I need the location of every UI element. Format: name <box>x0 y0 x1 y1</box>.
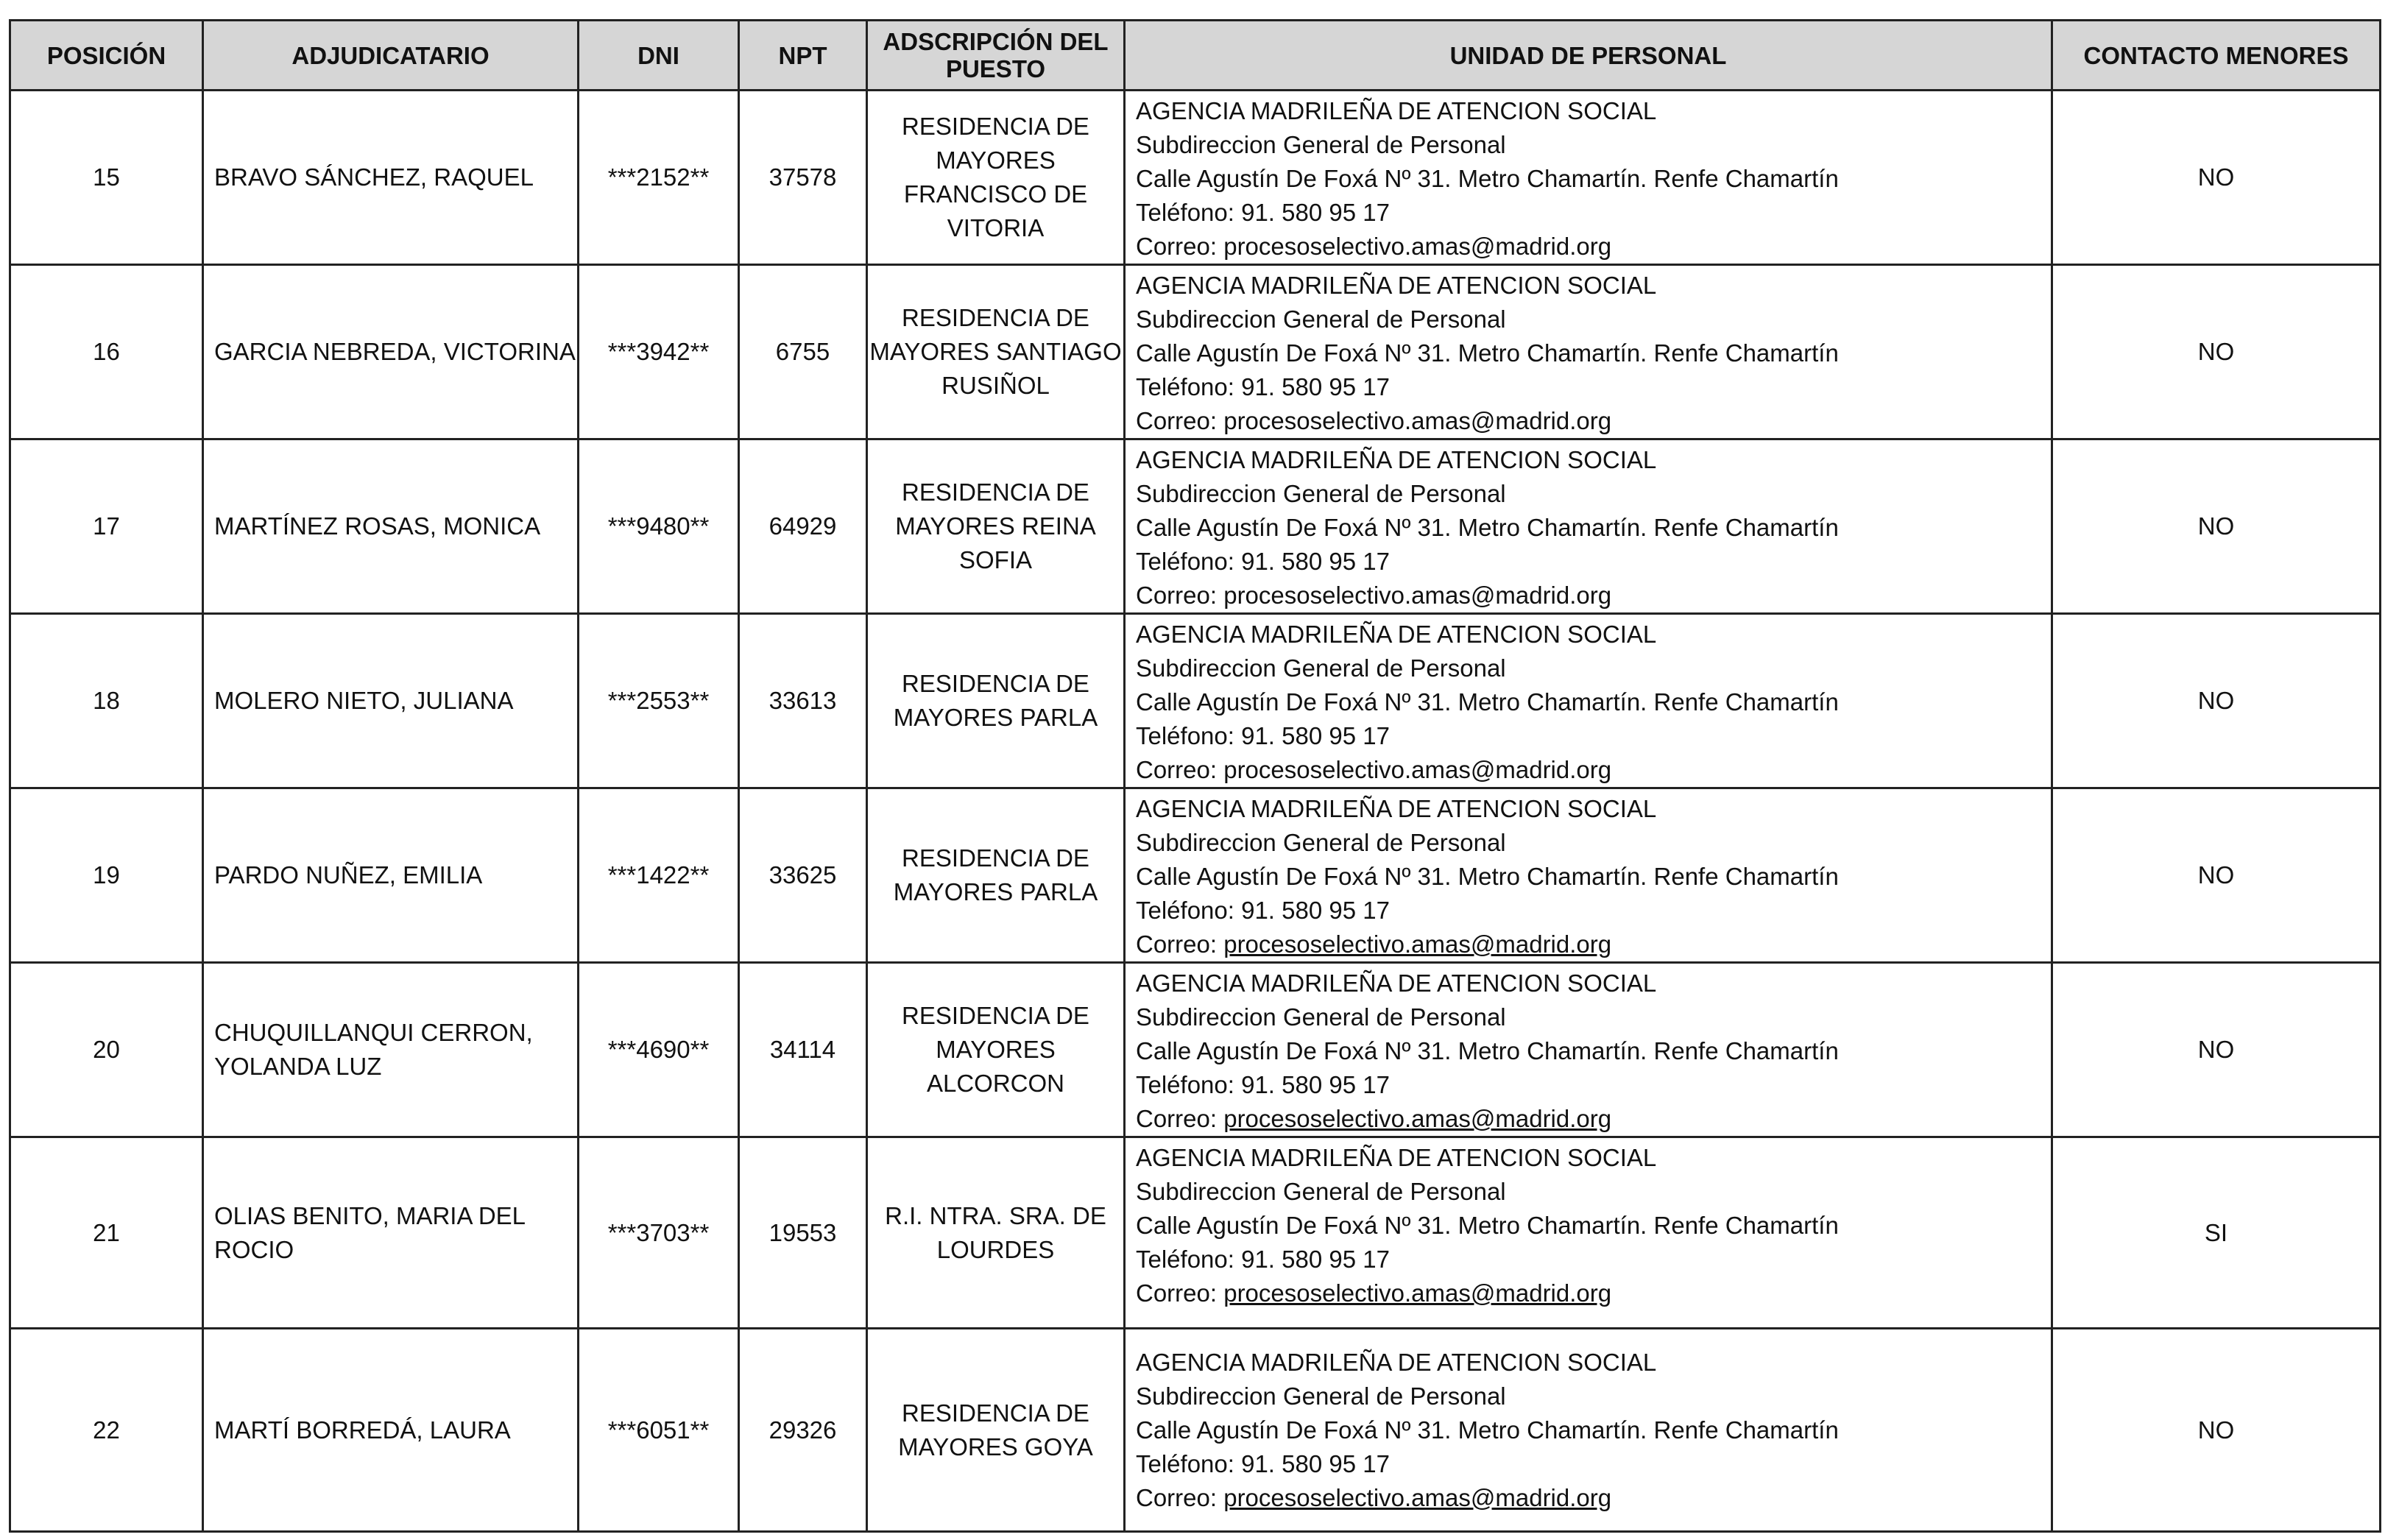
cell-posicion: 16 <box>10 265 203 439</box>
cell-adscripcion: RESIDENCIA DE MAYORES PARLA <box>867 614 1125 788</box>
header-unidad: UNIDAD DE PERSONAL <box>1125 21 2052 91</box>
unidad-line-address: Calle Agustín De Foxá Nº 31. Metro Chamartín. Renfe Chamartín <box>1136 339 1839 367</box>
unidad-line-subdireccion: Subdireccion General de Personal <box>1136 1178 1506 1205</box>
unidad-line-phone: Teléfono: 91. 580 95 17 <box>1136 1071 1390 1098</box>
unidad-line-agency: AGENCIA MADRILEÑA DE ATENCION SOCIAL <box>1136 795 1657 822</box>
cell-unidad <box>1125 788 2052 963</box>
unidad-line-email <box>1136 1102 2051 1136</box>
email-label: Correo: <box>1136 1483 1224 1511</box>
cell-posicion: 22 <box>10 1329 203 1532</box>
header-adjudicatario: ADJUDICATARIO <box>203 21 579 91</box>
cell-dni: ***6051** <box>579 1329 739 1532</box>
unidad-line-agency: AGENCIA MADRILEÑA DE ATENCION SOCIAL <box>1136 272 1657 299</box>
cell-dni: ***3703** <box>579 1137 739 1329</box>
header-contacto: CONTACTO MENORES <box>2052 21 2381 91</box>
unidad-line-phone: Teléfono: 91. 580 95 17 <box>1136 199 1390 226</box>
unidad-line-address: Calle Agustín De Foxá Nº 31. Metro Chamartín. Renfe Chamartín <box>1136 863 1839 890</box>
header-posicion: POSICIÓN <box>10 21 203 91</box>
cell-npt: 33625 <box>739 788 867 963</box>
cell-npt: 37578 <box>739 91 867 265</box>
table-row <box>10 963 2381 1137</box>
email-label: Correo: <box>1136 233 1224 260</box>
email-label: Correo: <box>1136 756 1224 783</box>
email-label: Correo: <box>1136 1279 1224 1307</box>
unidad-line-agency: AGENCIA MADRILEÑA DE ATENCION SOCIAL <box>1136 97 1657 124</box>
email-text: procesoselectivo.amas@madrid.org <box>1223 407 1612 434</box>
unidad-line-agency: AGENCIA MADRILEÑA DE ATENCION SOCIAL <box>1136 621 1657 648</box>
cell-unidad <box>1125 614 2052 788</box>
cell-posicion: 18 <box>10 614 203 788</box>
unidad-line-subdireccion: Subdireccion General de Personal <box>1136 654 1506 682</box>
cell-npt: 29326 <box>739 1329 867 1532</box>
unidad-line-address: Calle Agustín De Foxá Nº 31. Metro Chamartín. Renfe Chamartín <box>1136 1212 1839 1239</box>
unidad-line-email <box>1136 579 2051 612</box>
cell-adscripcion: RESIDENCIA DE MAYORES FRANCISCO DE VITORIA <box>867 91 1125 265</box>
email-link[interactable]: procesoselectivo.amas@madrid.org <box>1223 930 1612 958</box>
unidad-line-email <box>1136 404 2051 438</box>
cell-npt: 33613 <box>739 614 867 788</box>
email-label: Correo: <box>1136 1105 1224 1132</box>
cell-adjudicatario: MARTÍ BORREDÁ, LAURA <box>203 1329 579 1532</box>
cell-unidad <box>1125 91 2052 265</box>
cell-adjudicatario: GARCIA NEBREDA, VICTORINA <box>203 265 579 439</box>
header-dni: DNI <box>579 21 739 91</box>
unidad-line-agency: AGENCIA MADRILEÑA DE ATENCION SOCIAL <box>1136 1144 1657 1171</box>
unidad-line-phone: Teléfono: 91. 580 95 17 <box>1136 548 1390 575</box>
unidad-line-email <box>1136 1481 2051 1515</box>
email-text: procesoselectivo.amas@madrid.org <box>1223 233 1612 260</box>
unidad-line-phone: Teléfono: 91. 580 95 17 <box>1136 373 1390 400</box>
unidad-line-address: Calle Agustín De Foxá Nº 31. Metro Chamartín. Renfe Chamartín <box>1136 165 1839 192</box>
table-row <box>10 788 2381 963</box>
email-label: Correo: <box>1136 930 1224 958</box>
unidad-line-email <box>1136 928 2051 961</box>
email-link[interactable]: procesoselectivo.amas@madrid.org <box>1223 1483 1612 1511</box>
email-link[interactable]: procesoselectivo.amas@madrid.org <box>1223 1279 1612 1307</box>
cell-contacto: NO <box>2052 439 2381 614</box>
cell-posicion: 20 <box>10 963 203 1137</box>
cell-dni: ***2553** <box>579 614 739 788</box>
unidad-line-address: Calle Agustín De Foxá Nº 31. Metro Chamartín. Renfe Chamartín <box>1136 1037 1839 1064</box>
unidad-line-phone: Teléfono: 91. 580 95 17 <box>1136 722 1390 749</box>
cell-adscripcion: RESIDENCIA DE MAYORES ALCORCON <box>867 963 1125 1137</box>
unidad-line-address: Calle Agustín De Foxá Nº 31. Metro Chamartín. Renfe Chamartín <box>1136 688 1839 716</box>
unidad-line-subdireccion: Subdireccion General de Personal <box>1136 480 1506 507</box>
cell-unidad <box>1125 963 2052 1137</box>
cell-adjudicatario: MOLERO NIETO, JULIANA <box>203 614 579 788</box>
cell-adjudicatario: OLIAS BENITO, MARIA DEL ROCIO <box>203 1137 579 1329</box>
table-row <box>10 1329 2381 1532</box>
cell-dni: ***9480** <box>579 439 739 614</box>
cell-dni: ***4690** <box>579 963 739 1137</box>
cell-contacto: NO <box>2052 963 2381 1137</box>
header-adscripcion: ADSCRIPCIÓN DEL PUESTO <box>867 21 1125 91</box>
cell-dni: ***1422** <box>579 788 739 963</box>
table-row <box>10 265 2381 439</box>
cell-posicion: 17 <box>10 439 203 614</box>
unidad-line-agency: AGENCIA MADRILEÑA DE ATENCION SOCIAL <box>1136 446 1657 473</box>
cell-npt: 34114 <box>739 963 867 1137</box>
cell-contacto: NO <box>2052 91 2381 265</box>
unidad-line-address: Calle Agustín De Foxá Nº 31. Metro Chamartín. Renfe Chamartín <box>1136 514 1839 541</box>
unidad-line-address: Calle Agustín De Foxá Nº 31. Metro Chamartín. Renfe Chamartín <box>1136 1416 1839 1444</box>
cell-unidad <box>1125 1137 2052 1329</box>
unidad-line-email <box>1136 753 2051 787</box>
unidad-line-phone: Teléfono: 91. 580 95 17 <box>1136 1449 1390 1477</box>
cell-posicion: 19 <box>10 788 203 963</box>
email-link[interactable]: procesoselectivo.amas@madrid.org <box>1223 1105 1612 1132</box>
cell-contacto: NO <box>2052 265 2381 439</box>
cell-npt: 64929 <box>739 439 867 614</box>
table-row <box>10 1137 2381 1329</box>
unidad-line-subdireccion: Subdireccion General de Personal <box>1136 305 1506 333</box>
unidad-line-email <box>1136 230 2051 264</box>
cell-contacto: NO <box>2052 1329 2381 1532</box>
table-row <box>10 439 2381 614</box>
email-label: Correo: <box>1136 407 1224 434</box>
unidad-line-phone: Teléfono: 91. 580 95 17 <box>1136 1246 1390 1273</box>
header-npt: NPT <box>739 21 867 91</box>
cell-adscripcion: RESIDENCIA DE MAYORES REINA SOFIA <box>867 439 1125 614</box>
cell-contacto: NO <box>2052 614 2381 788</box>
unidad-line-subdireccion: Subdireccion General de Personal <box>1136 1382 1506 1410</box>
cell-posicion: 15 <box>10 91 203 265</box>
email-label: Correo: <box>1136 582 1224 609</box>
cell-posicion: 21 <box>10 1137 203 1329</box>
cell-adscripcion: RESIDENCIA DE MAYORES GOYA <box>867 1329 1125 1532</box>
cell-adjudicatario: PARDO NUÑEZ, EMILIA <box>203 788 579 963</box>
unidad-line-agency: AGENCIA MADRILEÑA DE ATENCION SOCIAL <box>1136 969 1657 997</box>
header-row <box>10 21 2381 91</box>
cell-adscripcion: RESIDENCIA DE MAYORES SANTIAGO RUSIÑOL <box>867 265 1125 439</box>
email-text: procesoselectivo.amas@madrid.org <box>1223 756 1612 783</box>
cell-npt: 6755 <box>739 265 867 439</box>
adjudication-table <box>9 19 2381 1533</box>
unidad-line-subdireccion: Subdireccion General de Personal <box>1136 1003 1506 1031</box>
unidad-line-email <box>1136 1276 2051 1310</box>
cell-contacto: SI <box>2052 1137 2381 1329</box>
email-text: procesoselectivo.amas@madrid.org <box>1223 582 1612 609</box>
table-row <box>10 614 2381 788</box>
cell-adscripcion: RESIDENCIA DE MAYORES PARLA <box>867 788 1125 963</box>
cell-adjudicatario: CHUQUILLANQUI CERRON, YOLANDA LUZ <box>203 963 579 1137</box>
unidad-line-subdireccion: Subdireccion General de Personal <box>1136 131 1506 158</box>
cell-dni: ***2152** <box>579 91 739 265</box>
unidad-line-agency: AGENCIA MADRILEÑA DE ATENCION SOCIAL <box>1136 1348 1657 1376</box>
cell-unidad <box>1125 1329 2052 1532</box>
unidad-line-subdireccion: Subdireccion General de Personal <box>1136 829 1506 856</box>
table-row <box>10 91 2381 265</box>
cell-adscripcion: R.I. NTRA. SRA. DE LOURDES <box>867 1137 1125 1329</box>
cell-unidad <box>1125 439 2052 614</box>
cell-dni: ***3942** <box>579 265 739 439</box>
cell-adjudicatario: MARTÍNEZ ROSAS, MONICA <box>203 439 579 614</box>
cell-unidad <box>1125 265 2052 439</box>
cell-npt: 19553 <box>739 1137 867 1329</box>
cell-adjudicatario: BRAVO SÁNCHEZ, RAQUEL <box>203 91 579 265</box>
unidad-line-phone: Teléfono: 91. 580 95 17 <box>1136 897 1390 924</box>
cell-contacto: NO <box>2052 788 2381 963</box>
